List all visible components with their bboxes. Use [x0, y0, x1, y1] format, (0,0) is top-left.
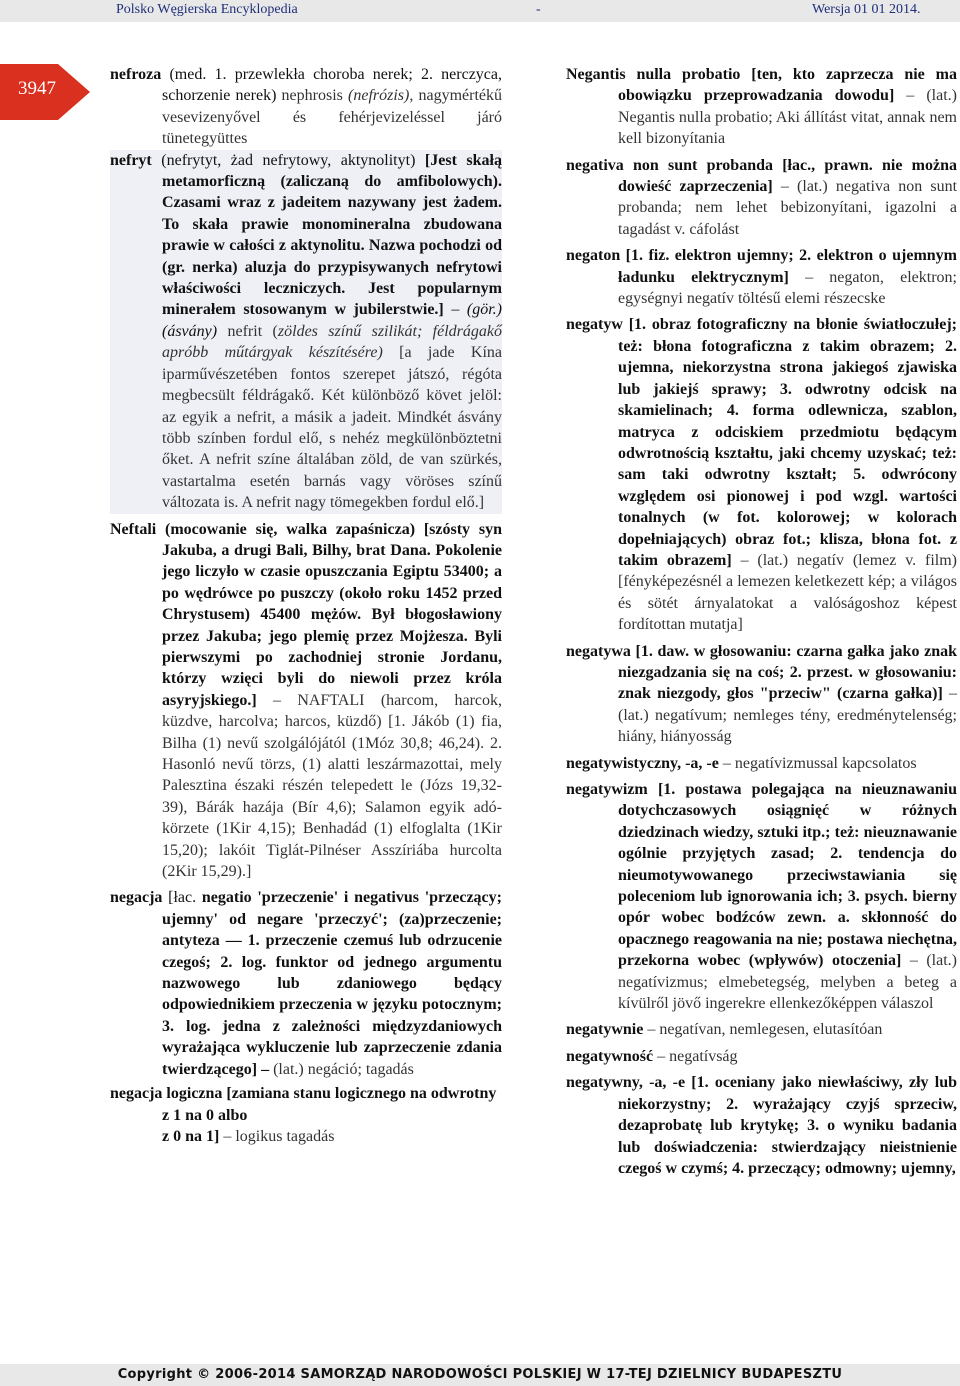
definition-pl: negatywizm [1. postawa polegająca na nieuznawaniu dotychczasowych osiągnięć w różnych dziedzinach wiedzy, sztuki itp.; też: nieuznawanie ogólnie przyjętych zasad; 2. tendencja do nieumotywowanego przeciwstawiania się poleceniom lub ignorowania ich; 3. psych. bierny opór wobec bodźców zewn. a. skłonność do opacznego reagowania na nie; postawa niechętna, przekorna wobec (wpływów) otoczenia]	[566, 781, 957, 970]
synonyms: (nefrytyt, żad nefrytowy, aktynolityt)	[151, 151, 425, 169]
definition-hu: – negaton, elektron; egységnyi negatív töltésű elemi részecske	[618, 268, 957, 308]
entry-negativa	[566, 155, 957, 241]
entry-negacja	[110, 887, 502, 1080]
entry-negantis	[566, 64, 957, 150]
definition-hu-variant: (nefrózis)	[348, 87, 410, 105]
definition-hu: – (lat.) negatívizmus; elmebetegség, melyben a beteg a kívülről jövő ingerekre ellenkezőképpen válaszol	[618, 952, 957, 1013]
header-title: Polsko Węgierska Encyklopedia	[116, 2, 298, 17]
definition-hu: – (lat.) Negantis nulla probatio; Aki állítást vitat, annak nem kell bizonyítania	[618, 87, 957, 148]
definition-pl: negatio 'przeczenie' i negativus 'przeczący; ujemny' od negare 'przeczyć'; (za)przeczenie; antyteza — 1. przeczenie czemuś lub odrzucenie czegoś; 2. log. funktor od jednego argumentu nazwowego lub zdaniowego będący odpowiednikiem przeczenia w języku potocznym; 3. log. jedna z zależności międzyzdaniowych wyrażająca wykluczenie lub zaprzeczenie zdania twierdzącego] –	[162, 889, 502, 1078]
definition-hu: – logikus tagadás	[219, 1127, 335, 1145]
definition-pl: [Jest skałą metamorficzną (zaliczaną do amfibolowych). Czasami wraz z jadeitem nazywany jest żadem. To skała prawie monomineralna zbudowana prawie w całości z aktynolitu. Nazwa pochodzi od (gr. nerka) aluzja do przypisywanych nefrytowi właściwości leczniczych. Jest popularnym minerałem stosowanym w jubilerstwie.]	[162, 151, 502, 319]
definition-hu: – negatívizmussal kapcsolatos	[718, 754, 917, 772]
right-column	[566, 64, 957, 1179]
definition-pl: (med. 1. przewlekła choroba nerek; 2. nerczyca, schorzenie nerek)	[161, 66, 502, 105]
entry-neftali	[110, 519, 502, 883]
definition-pl: Negantis nulla probatio [ten, kto zaprzecza nie ma obowiązku przeprowadzania dowodu]	[566, 66, 957, 105]
definition-hu: – (lat.) negatív (lemez v. film) [fényképezésnél a lemezen keletkezett kép; a világos és sötét árnyalatokat a valóságoshoz képest fordítottan mutatja]	[618, 551, 958, 634]
page-number: 3947	[18, 78, 56, 99]
definition-hu: [a jade Kína iparművészetében fontos szerepet játszó, régóta megbecsült féldrágakő. Két különböző követ jelöl: az egyik a nefrit, a másik a jadeit. Mindkét ásvány több színben fordul elő, s nehéz megkülönböztetni őket. A nefrit színe általában zöld, de van szürkés, vastartalma esetén barnás vagy vöröses színű változata is. A nefrit nagy tömegekben fordul elő.]	[162, 344, 502, 512]
definition-pl: negativa non sunt probanda [łac., prawn. nie można dowieść zaprzeczenia]	[566, 156, 957, 196]
headword: nefroza	[110, 66, 162, 83]
headword: negatywność	[566, 1047, 654, 1065]
definition-pl: negacja logiczna [zamiana stanu logicznego na odwrotny	[110, 1085, 497, 1103]
definition-pl: Neftali (mocowanie się, walka zapaśnicza) [szósty syn Jakuba, a drugi Bali, Bilhy, brat Dana. Pokolenie jego liczyło w czasie opuszczania Egiptu 53400; a po wędrówce po puszczy (około roku 1452 przed Chrystusem) 45400 mężów. Był błogosławiony przez Jakuba; jego plemię przez Mojżesza. Byli pierwszymi po zachodniej stronie Jordanu, którzy wzięci byli do niewoli przez króla asyryjskiego.]	[110, 520, 502, 709]
definition-hu: nephrosis	[281, 87, 343, 105]
definition-line: z 1 na 0 albo	[162, 1106, 248, 1124]
headword: negatywnie	[566, 1021, 644, 1039]
definition-hu: – negatívság	[653, 1047, 738, 1065]
definition-pl: negatywa [1. daw. w głosowaniu: czarna gałka jako znak niezgadzania się na coś; 2. przest. w głosowaniu: znak niezgody, głos "przeciw" (czarna gałka)]	[566, 642, 957, 703]
definition-hu: (lat.) negáció; tagadás	[269, 1060, 414, 1078]
definition-hu: – negatívan, nemlegesen, elutasítóan	[643, 1021, 883, 1039]
header-dash: -	[536, 2, 541, 17]
definition-line: z 0 na 1]	[162, 1127, 220, 1145]
entry-negatywistyczny	[566, 753, 957, 774]
language-tag: (gör.) (ásvány)	[162, 301, 502, 340]
definition-hu: – (lat.) negativa non sunt probanda; nem lehet bebizonyítani, igazolni a tagadást v. cáfolást	[618, 178, 958, 238]
entry-negatywnosc	[566, 1046, 957, 1067]
left-column	[110, 64, 502, 1147]
headword: nefryt	[110, 151, 152, 169]
definition-pl: negaton [1. fiz. elektron ujemny; 2. elektron o ujemnym ładunku elektrycznym]	[566, 247, 957, 286]
entry-negatywnie	[566, 1019, 957, 1040]
entry-negatywny	[566, 1072, 957, 1179]
entry-nefroza	[110, 64, 502, 150]
definition-hu: – (lat.) negatívum; nemleges tény, eredménytelenség; hiány, hiányosság	[618, 685, 958, 746]
definition-hu: – NAFTALI (harcom, harcok, küzdve, harcolva; harcos, küzdő) [1. Jákób (1) fia, Bilha (1) nevű szolgálójától (1Móz 30,8; 46,24). 2. Hasonló nevű törzs, (1) alatti leszármazottai, mely Palesztina északi részén telepedett le (Józs 19,32-39), Bárák hazája (Bír 4,6); Salamon egyik adó-körzete (1Kir 4,15); Benhadád (1) elfoglalta (1Kir 15,20); lakóit Tiglát-Pilnéser Asszíriába hurcolta (2Kir 15,29).]	[162, 691, 502, 881]
entry-negatywa	[566, 641, 957, 748]
entry-negatywizm	[566, 779, 957, 1014]
bracket-open: [łac.	[162, 889, 202, 907]
definition-pl: negatyw [1. obraz fotograficzny na błonie światłoczułej; też: błona fotograficzna z takim obrazem; 2. ujemna, niekorzystna strona jakiegoś zjawiska lub jakiejś sprawy; 3. odwrotny odcisk na skamielinach; 4. forma odlewnicza, szablon, matryca z odciskiem przedmiotu będącym odwrotnością kształtu, jaki chcemy uzyskać; też: sam taki odwrotny kształt; 5. odwrócony względem osi pionowej i pod wzgl. wartości tonalnych (w fot. kolorowej; w kolorach dopełniających) obraz fot.; klisza, błona fot. z takim obrazem]	[566, 316, 957, 569]
entry-negatyw	[566, 314, 957, 635]
header-version: Wersja 01 01 2014.	[812, 2, 921, 17]
entry-negaton	[566, 245, 957, 309]
entry-nefryt	[110, 150, 502, 514]
page-header	[0, 0, 960, 22]
definition-hu-text: , nagymértékű vesevizenyővel és fehérjevizeléssel járó tünetegyüttes	[162, 87, 503, 148]
entry-negacja-logiczna	[110, 1083, 502, 1147]
headword: negatywistyczny, -a, -e	[566, 754, 719, 772]
page-footer: Copyright © 2006-2014 SAMORZĄD NARODOWOŚCI POLSKIEJ W 17-TEJ DZIELNICY BUDAPESZTU	[0, 1364, 960, 1386]
translation: nefrit (	[217, 322, 278, 340]
headword: negacja	[110, 889, 163, 907]
dash: –	[443, 301, 467, 319]
translation-note: zöldes színű szilikát; féldrágakő apróbb műtárgyak készítésére)	[162, 322, 502, 362]
definition-pl: negatywny, -a, -e [1. oceniany jako niewłaściwy, zły lub niekorzystny; 2. wyrażający czyjś sprzeciw, dezaprobatę lub krytykę; 3. o wyniku badania lub doświadczenia: stwierdzający nieistnienie czegoś w czymś; 4. przeczący; odmowny; ujemny,	[566, 1074, 957, 1177]
